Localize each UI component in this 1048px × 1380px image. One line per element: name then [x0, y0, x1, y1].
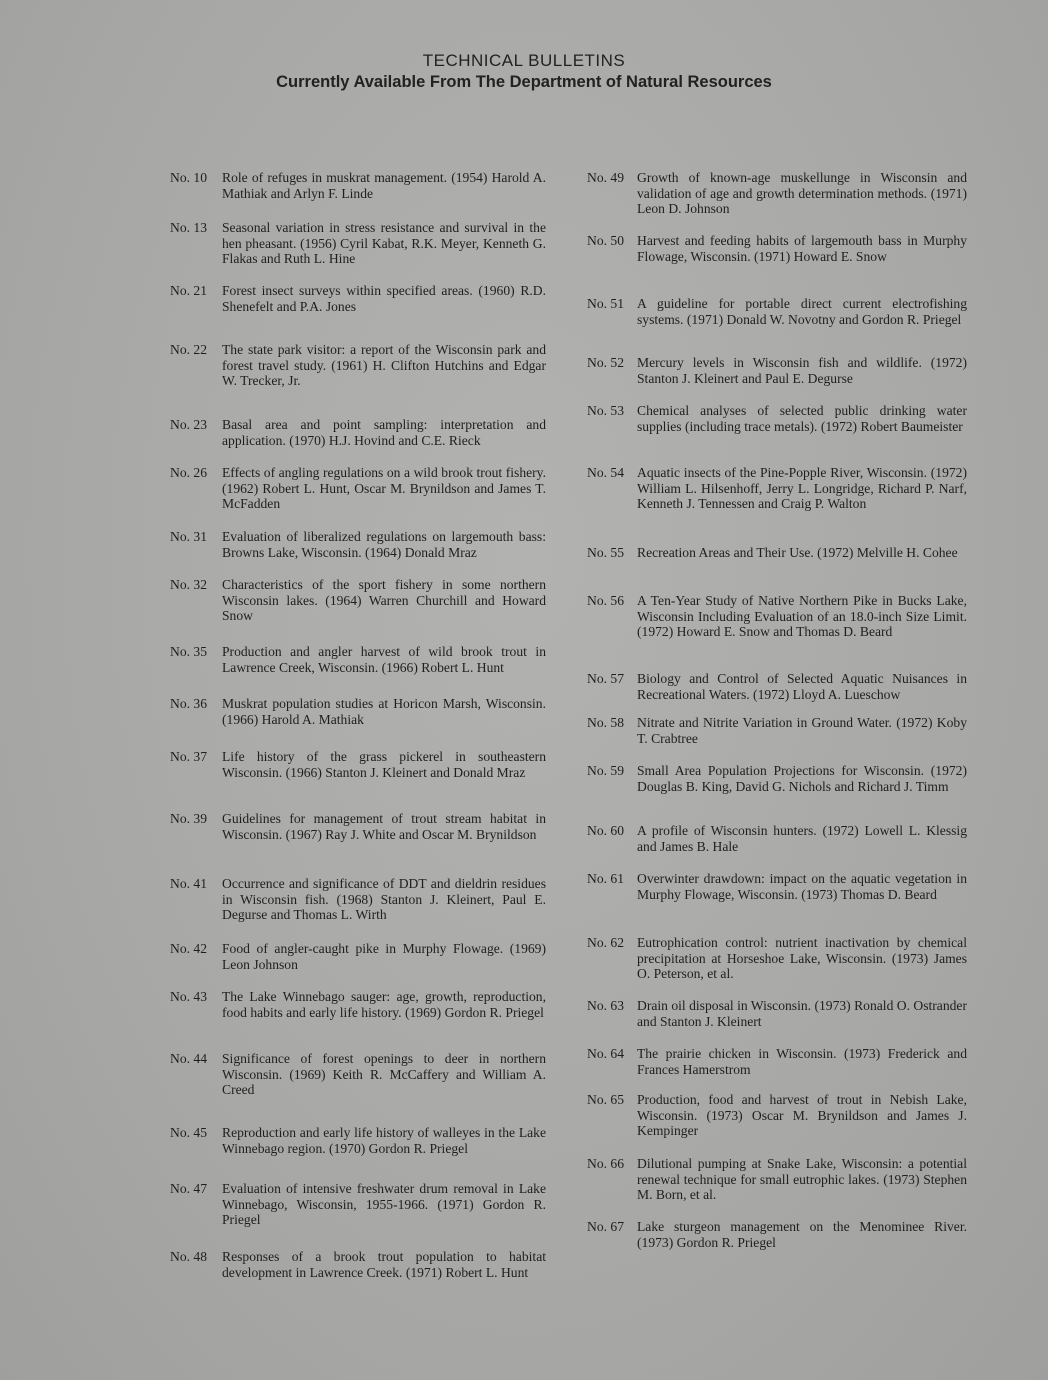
bulletin-number: No. 54 [587, 465, 625, 480]
bulletin-number: No. 67 [587, 1219, 625, 1234]
bulletin-number: No. 51 [587, 296, 625, 311]
bulletin-entry [170, 465, 546, 512]
bulletin-description: Evaluation of intensive freshwater drum removal in Lake Winnebago, Wisconsin, 1955-1966. (1971) Gordon R. Priegel [222, 1181, 546, 1228]
bulletin-description: Characteristics of the sport fishery in some northern Wisconsin lakes. (1964) Warren Churchill and Howard Snow [222, 577, 546, 624]
bulletin-entry [170, 811, 546, 842]
page-title: TECHNICAL BULLETINS [422, 51, 626, 70]
bulletin-number: No. 65 [587, 1092, 625, 1107]
bulletin-entry [587, 593, 967, 640]
bulletin-description: Small Area Population Projections for Wisconsin. (1972) Douglas B. King, David G. Nichols and Richard J. Timm [637, 763, 967, 794]
bulletin-entry [587, 671, 967, 702]
bulletin-description: Nitrate and Nitrite Variation in Ground Water. (1972) Koby T. Crabtree [637, 715, 967, 746]
bulletin-description: Seasonal variation in stress resistance and survival in the hen pheasant. (1956) Cyril Kabat, R.K. Meyer, Kenneth G. Flakas and Ruth L. Hine [222, 220, 546, 267]
bulletin-number: No. 31 [170, 529, 208, 544]
bulletin-entry [170, 1051, 546, 1098]
bulletin-description: Responses of a brook trout population to habitat development in Lawrence Creek. (1971) Robert L. Hunt [222, 1249, 546, 1280]
bulletin-description: Drain oil disposal in Wisconsin. (1973) Ronald O. Ostrander and Stanton J. Kleinert [637, 998, 967, 1029]
bulletin-number: No. 10 [170, 170, 208, 185]
bulletin-number: No. 44 [170, 1051, 208, 1066]
bulletin-entry [170, 941, 546, 972]
page-header [0, 51, 1048, 92]
bulletin-description: Biology and Control of Selected Aquatic Nuisances in Recreational Waters. (1972) Lloyd A. Lueschow [637, 671, 967, 702]
bulletin-description: The state park visitor: a report of the Wisconsin park and forest travel study. (1961) H. Clifton Hutchins and Edgar W. Trecker, Jr. [222, 342, 546, 389]
bulletin-entry [587, 823, 967, 854]
bulletin-description: A guideline for portable direct current electrofishing systems. (1971) Donald W. Novotny and Gordon R. Priegel [637, 296, 967, 327]
bulletin-number: No. 13 [170, 220, 208, 235]
bulletin-number: No. 66 [587, 1156, 625, 1171]
bulletin-number: No. 59 [587, 763, 625, 778]
bulletin-entry [170, 876, 546, 923]
bulletin-description: Role of refuges in muskrat management. (1954) Harold A. Mathiak and Arlyn F. Linde [222, 170, 546, 201]
bulletin-description: Recreation Areas and Their Use. (1972) Melville H. Cohee [637, 545, 958, 560]
bulletin-number: No. 57 [587, 671, 625, 686]
bulletin-description: Muskrat population studies at Horicon Marsh, Wisconsin. (1966) Harold A. Mathiak [222, 696, 546, 727]
bulletin-description: Chemical analyses of selected public drinking water supplies (including trace metals). (1972) Robert Baumeister [637, 403, 967, 434]
bulletin-entry [587, 998, 967, 1029]
bulletin-number: No. 47 [170, 1181, 208, 1196]
bulletin-description: Production and angler harvest of wild brook trout in Lawrence Creek, Wisconsin. (1966) Robert L. Hunt [222, 644, 546, 675]
bulletin-number: No. 53 [587, 403, 625, 418]
bulletin-number: No. 45 [170, 1125, 208, 1140]
bulletin-number: No. 37 [170, 749, 208, 764]
bulletin-entry [587, 715, 967, 746]
bulletin-entry [587, 296, 967, 327]
bulletin-entry [587, 1092, 967, 1139]
bulletin-number: No. 63 [587, 998, 625, 1013]
bulletin-number: No. 41 [170, 876, 208, 891]
bulletin-entry [587, 233, 967, 264]
bulletin-number: No. 21 [170, 283, 208, 298]
bulletin-description: Reproduction and early life history of walleyes in the Lake Winnebago region. (1970) Gordon R. Priegel [222, 1125, 546, 1156]
bulletin-number: No. 48 [170, 1249, 208, 1264]
bulletin-number: No. 39 [170, 811, 208, 826]
bulletin-description: A Ten-Year Study of Native Northern Pike in Bucks Lake, Wisconsin Including Evaluation of an 18.0-inch Size Limit. (1972) Howard E. Snow and Thomas D. Beard [637, 593, 967, 640]
bulletin-entry [170, 529, 546, 560]
bulletin-entry [170, 1249, 546, 1280]
bulletin-number: No. 35 [170, 644, 208, 659]
bulletin-entry [587, 935, 967, 982]
bulletin-description: Eutrophication control: nutrient inactivation by chemical precipitation at Horseshoe Lake, Wisconsin. (1973) James O. Peterson, et al. [637, 935, 967, 982]
bulletin-description: Lake sturgeon management on the Menominee River. (1973) Gordon R. Priegel [637, 1219, 967, 1250]
bulletin-description: The prairie chicken in Wisconsin. (1973) Frederick and Frances Hamerstrom [637, 1046, 967, 1077]
bulletin-description: Food of angler-caught pike in Murphy Flowage. (1969) Leon Johnson [222, 941, 546, 972]
bulletin-entry [587, 763, 967, 794]
bulletin-entry [170, 342, 546, 389]
bulletin-entry [170, 283, 546, 314]
bulletin-number: No. 42 [170, 941, 208, 956]
bulletin-entry [170, 749, 546, 780]
bulletin-entry [170, 417, 546, 448]
page-subtitle: Currently Available From The Department of Natural Resources [276, 73, 772, 91]
bulletin-entry [170, 1125, 546, 1156]
bulletin-description: A profile of Wisconsin hunters. (1972) Lowell L. Klessig and James B. Hale [637, 823, 967, 854]
bulletin-entry [170, 170, 546, 201]
bulletin-entry [170, 644, 546, 675]
bulletin-description: Forest insect surveys within specified areas. (1960) R.D. Shenefelt and P.A. Jones [222, 283, 546, 314]
bulletin-number: No. 64 [587, 1046, 625, 1061]
bulletin-description: Effects of angling regulations on a wild brook trout fishery. (1962) Robert L. Hunt, Oscar M. Brynildson and James T. McFadden [222, 465, 546, 512]
bulletin-number: No. 55 [587, 545, 625, 560]
bulletin-number: No. 22 [170, 342, 208, 357]
bulletin-entry [170, 1181, 546, 1228]
bulletin-number: No. 32 [170, 577, 208, 592]
bulletin-description: Life history of the grass pickerel in southeastern Wisconsin. (1966) Stanton J. Kleinert and Donald Mraz [222, 749, 546, 780]
bulletin-entry [587, 1046, 967, 1077]
bulletin-number: No. 43 [170, 989, 208, 1004]
bulletin-number: No. 52 [587, 355, 625, 370]
bulletin-entry [587, 403, 967, 434]
bulletin-entry [170, 220, 546, 267]
bulletin-entry [587, 1219, 967, 1250]
bulletin-entry [587, 545, 967, 561]
bulletin-entry [170, 989, 546, 1020]
bulletin-description: Harvest and feeding habits of largemouth bass in Murphy Flowage, Wisconsin. (1971) Howard E. Snow [637, 233, 967, 264]
bulletin-entry [587, 355, 967, 386]
bulletin-description: Mercury levels in Wisconsin fish and wildlife. (1972) Stanton J. Kleinert and Paul E. Degurse [637, 355, 967, 386]
bulletin-number: No. 61 [587, 871, 625, 886]
bulletin-description: Guidelines for management of trout stream habitat in Wisconsin. (1967) Ray J. White and Oscar M. Brynildson [222, 811, 546, 842]
bulletin-description: Occurrence and significance of DDT and dieldrin residues in Wisconsin fish. (1968) Stanton J. Kleinert, Paul E. Degurse and Thomas L. Wirth [222, 876, 546, 923]
bulletin-number: No. 56 [587, 593, 625, 608]
bulletin-entry [587, 465, 967, 512]
bulletin-description: Significance of forest openings to deer in northern Wisconsin. (1969) Keith R. McCaffery and William A. Creed [222, 1051, 546, 1098]
bulletin-description: Growth of known-age muskellunge in Wisconsin and validation of age and growth determination methods. (1971) Leon D. Johnson [637, 170, 967, 217]
bulletin-description: Aquatic insects of the Pine-Popple River, Wisconsin. (1972) William L. Hilsenhoff, Jerry L. Longridge, Richard P. Narf, Kenneth J. Tennessen and Craig P. Walton [637, 465, 967, 512]
bulletin-description: Production, food and harvest of trout in Nebish Lake, Wisconsin. (1973) Oscar M. Brynildson and James J. Kempinger [637, 1092, 967, 1139]
bulletin-description: Basal area and point sampling: interpretation and application. (1970) H.J. Hovind and C.E. Rieck [222, 417, 546, 448]
bulletin-entry [587, 871, 967, 902]
bulletin-number: No. 49 [587, 170, 625, 185]
bulletin-description: Dilutional pumping at Snake Lake, Wisconsin: a potential renewal technique for small eutrophic lakes. (1973) Stephen M. Born, et al. [637, 1156, 967, 1203]
bulletin-number: No. 58 [587, 715, 625, 730]
bulletin-number: No. 36 [170, 696, 208, 711]
bulletin-entry [170, 577, 546, 624]
bulletin-description: Evaluation of liberalized regulations on largemouth bass: Browns Lake, Wisconsin. (1964) Donald Mraz [222, 529, 546, 560]
bulletin-number: No. 23 [170, 417, 208, 432]
bulletin-number: No. 50 [587, 233, 625, 248]
bulletin-description: The Lake Winnebago sauger: age, growth, reproduction, food habits and early life history. (1969) Gordon R. Priegel [222, 989, 546, 1020]
bulletin-entry [587, 1156, 967, 1203]
bulletin-number: No. 62 [587, 935, 625, 950]
bulletin-entry [587, 170, 967, 217]
bulletin-entry [170, 696, 546, 727]
bulletin-number: No. 26 [170, 465, 208, 480]
bulletin-number: No. 60 [587, 823, 625, 838]
bulletin-description: Overwinter drawdown: impact on the aquatic vegetation in Murphy Flowage, Wisconsin. (1973) Thomas D. Beard [637, 871, 967, 902]
